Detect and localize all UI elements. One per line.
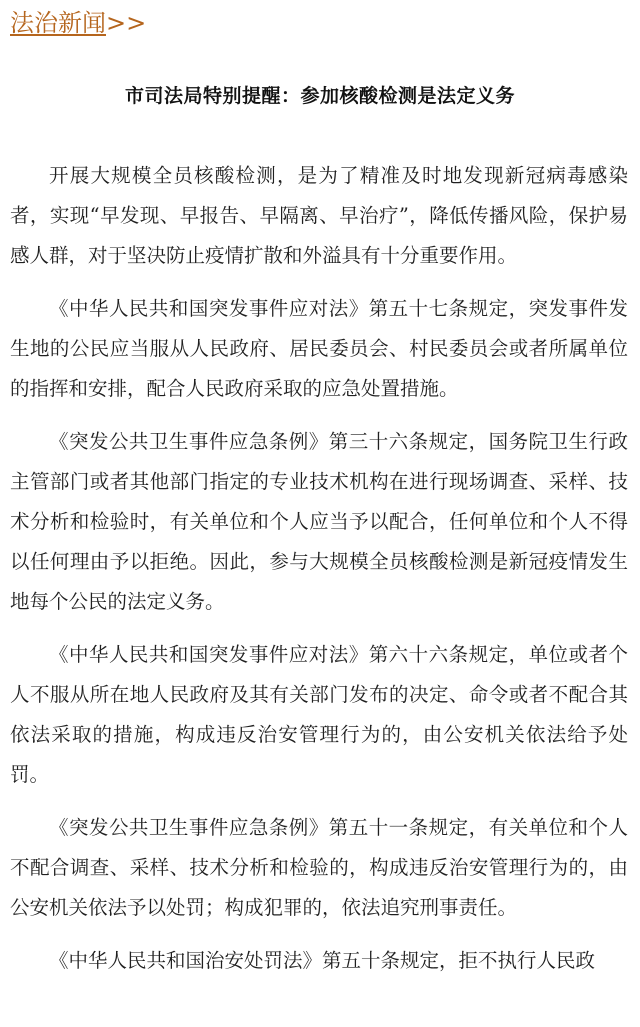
section-label[interactable]: 法治新闻 (10, 9, 106, 37)
chevron-right-icon: >> (106, 9, 147, 37)
article-paragraph: 开展大规模全员核酸检测，是为了精准及时地发现新冠病毒感染者，实现“早发现、早报告、早隔离、早治疗”，降低传播风险，保护易感人群，对于坚决防止疫情扩散和外溢具有十分重要作用。 (10, 164, 628, 267)
section-link-legal-news[interactable] (10, 6, 146, 40)
article-paragraph: 《中华人民共和国突发事件应对法》第六十六条规定，单位或者个人不服从所在地人民政府及其有关部门发布的决定、命令或者不配合其依法采取的措施，构成违反治安管理行为的，由公安机关依法给予处罚。 (10, 643, 628, 786)
article-paragraph: 《突发公共卫生事件应急条例》第三十六条规定，国务院卫生行政主管部门或者其他部门指定的专业技术机构在进行现场调查、采样、技术分析和检验时，有关单位和个人应当予以配合，任何单位和个人不得以任何理由予以拒绝。因此，参与大规模全员核酸检测是新冠疫情发生地每个公民的法定义务。 (10, 430, 628, 613)
article-paragraph: 《中华人民共和国突发事件应对法》第五十七条规定，突发事件发生地的公民应当服从人民政府、居民委员会、村民委员会或者所属单位的指挥和安排，配合人民政府采取的应急处置措施。 (10, 297, 628, 400)
article-paragraph: 《突发公共卫生事件应急条例》第五十一条规定，有关单位和个人不配合调查、采样、技术分析和检验的，构成违反治安管理行为的，由公安机关依法予以处罚；构成犯罪的，依法追究刑事责任。 (10, 816, 628, 919)
article-body (10, 156, 628, 994)
article-title: 市司法局特别提醒：参加核酸检测是法定义务 (124, 85, 515, 107)
article-paragraph: 《中华人民共和国治安处罚法》第五十条规定，拒不执行人民政 (49, 949, 596, 972)
